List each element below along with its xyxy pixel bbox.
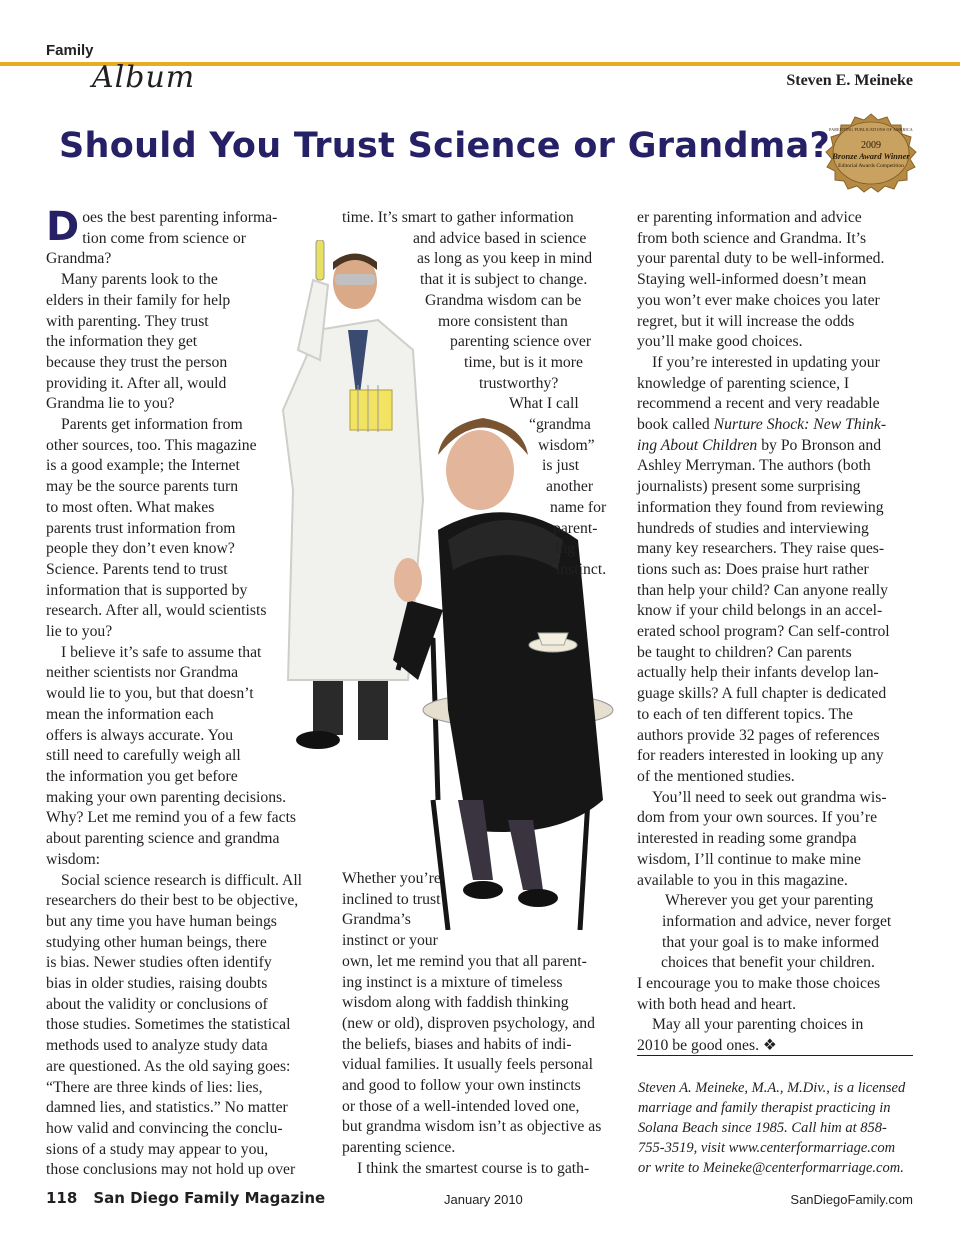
text-line: If you’re interested in updating your xyxy=(652,353,880,371)
text-line: tions such as: Does praise hurt rather xyxy=(637,560,869,578)
text-line: parenting science over xyxy=(450,333,592,351)
text-line: information that is supported by xyxy=(46,581,248,599)
text-line: “grandma xyxy=(529,416,591,434)
text-line: may be the source parents turn xyxy=(46,478,239,496)
author-byline: Steven E. Meineke xyxy=(786,72,913,89)
text-line: the beliefs, biases and habits of indi- xyxy=(342,1035,572,1053)
text-line: offers is always accurate. You xyxy=(46,726,234,744)
text-line: how valid and convincing the conclu- xyxy=(46,1119,283,1137)
text-line: “There are three kinds of lies: lies, xyxy=(46,1078,263,1096)
signature-divider xyxy=(637,1055,913,1056)
text-line xyxy=(637,415,917,436)
text-line: wisdom” xyxy=(538,436,595,454)
text-line: parents trust information from xyxy=(46,519,236,537)
text-line: guage skills? A full chapter is dedicated xyxy=(637,685,887,703)
text-line: Grandma? xyxy=(46,250,112,268)
text-line: Wherever you get your parenting xyxy=(665,892,874,910)
text-line: Social science research is difficult. All xyxy=(61,871,303,889)
badge-year: 2009 xyxy=(861,140,881,151)
text-line: and advice based in science xyxy=(413,229,587,247)
text-line: from both science and Grandma. It’s xyxy=(637,229,867,247)
article-column-2-bottom xyxy=(342,869,618,1180)
text-line: as long as you keep in mind xyxy=(417,250,593,268)
footer-left xyxy=(46,1189,325,1207)
text-line: but grandma wisdom isn’t as objective as xyxy=(342,1118,602,1136)
text-line: I encourage you to make those choices xyxy=(637,975,881,993)
text-line: and good to follow your own instincts xyxy=(342,1077,581,1095)
text-span: by Po Bronson and xyxy=(757,436,882,454)
text-line: still need to carefully weigh all xyxy=(46,747,241,765)
text-line: to each of ten different topics. The xyxy=(637,705,853,723)
text-line: You’ll need to seek out grandma wis- xyxy=(652,788,887,806)
text-line: hundreds of studies and interviewing xyxy=(637,519,869,537)
text-line: with parenting. They trust xyxy=(46,312,209,330)
text-line: journalists) present some surprising xyxy=(637,478,861,496)
text-line: Grandma lie to you? xyxy=(46,395,175,413)
website-link[interactable]: SanDiegoFamily.com xyxy=(790,1192,913,1207)
text-line: 2010 be good ones. ❖ xyxy=(637,1037,777,1055)
badge-award: Bronze Award Winner xyxy=(832,151,910,161)
text-line: interested in reading some grandpa xyxy=(637,830,857,848)
text-line: information and advice, never forget xyxy=(662,912,892,930)
article-column-2-top xyxy=(342,208,618,581)
article-column-3 xyxy=(637,208,917,1057)
dropcap: D xyxy=(46,204,80,250)
text-line: or those of a well-intended loved one, xyxy=(342,1097,580,1115)
text-line: another xyxy=(546,478,594,496)
text-line: choices that benefit your children. xyxy=(661,954,875,972)
text-line: name for xyxy=(550,498,607,516)
text-line: sions of a study may appear to you, xyxy=(46,1140,269,1158)
text-line: available to you in this magazine. xyxy=(637,871,848,889)
text-line: would lie to you, but that doesn’t xyxy=(46,685,254,703)
text-line: trustworthy? xyxy=(479,374,559,392)
text-line: damned lies, and statistics.” No matter xyxy=(46,1099,288,1117)
badge-org: PARENTING PUBLICATIONS OF AMERICA xyxy=(829,127,913,132)
text-line: that it is subject to change. xyxy=(420,271,588,289)
bio-line: Solana Beach since 1985. Call him at 858- xyxy=(638,1120,887,1136)
album-logo: Album xyxy=(92,60,196,95)
text-line: lie to you? xyxy=(46,623,113,641)
magazine-name: San Diego Family Magazine xyxy=(93,1189,326,1207)
text-line: What I call xyxy=(509,395,579,413)
text-line: erated school program? Can self-control xyxy=(637,623,890,641)
text-line: oes the best parenting informa- xyxy=(82,209,278,226)
text-line: knowledge of parenting science, I xyxy=(637,374,850,392)
text-line: more consistent than xyxy=(438,312,568,330)
text-line: the information you get before xyxy=(46,767,238,785)
text-line: elders in their family for help xyxy=(46,291,231,309)
text-line: wisdom: xyxy=(46,850,101,868)
text-line: inclined to trust xyxy=(342,890,441,908)
text-line: er parenting information and advice xyxy=(637,209,862,226)
text-line: studying other human beings, there xyxy=(46,933,267,951)
text-line: May all your parenting choices in xyxy=(652,1016,864,1034)
text-line: to most often. What makes xyxy=(46,498,215,516)
text-line: information they found from reviewing xyxy=(637,498,884,516)
text-line: Grandma wisdom can be xyxy=(425,291,582,309)
text-line: those studies. Sometimes the statistical xyxy=(46,1016,291,1034)
text-line: researchers do their best to be objective, xyxy=(46,892,299,910)
text-line: Whether you’re xyxy=(342,870,441,887)
text-line: bias in older studies, raising doubts xyxy=(46,975,268,993)
text-line: other sources, too. This magazine xyxy=(46,436,257,454)
text-line: ing instinct is a mixture of timeless xyxy=(342,973,563,991)
bio-line: marriage and family therapist practicing in xyxy=(638,1100,891,1116)
text-line: wisdom along with faddish thinking xyxy=(342,994,569,1012)
text-line: that your goal is to make informed xyxy=(662,933,879,951)
text-line: methods used to analyze study data xyxy=(46,1037,268,1055)
text-line: providing it. After all, would xyxy=(46,374,227,392)
text-line: authors provide 32 pages of references xyxy=(637,726,880,744)
text-line: I believe it’s safe to assume that xyxy=(61,643,262,661)
book-title: Nurture Shock: New Think- xyxy=(713,416,887,434)
text-line: Parents get information from xyxy=(61,416,243,434)
text-line: about parenting science and grandma xyxy=(46,830,280,848)
text-line: parent- xyxy=(553,519,598,537)
text-line: Grandma’s xyxy=(342,911,411,929)
bio-line: or write to Meineke@centerformarriage.com. xyxy=(638,1160,904,1176)
text-line: I think the smartest course is to gath- xyxy=(357,1159,590,1177)
text-line: be taught to children? Can parents xyxy=(637,643,852,661)
author-bio xyxy=(638,1078,916,1178)
page-number: 118 xyxy=(46,1189,78,1207)
text-line: time. It’s smart to gather information xyxy=(342,209,574,226)
text-line: instinct or your xyxy=(342,932,438,950)
text-line: mean the information each xyxy=(46,705,214,723)
text-line: the information they get xyxy=(46,333,198,351)
text-line: is bias. Newer studies often identify xyxy=(46,954,272,972)
text-line: recommend a recent and very readable xyxy=(637,395,880,413)
text-line: those conclusions may not hold up over xyxy=(46,1161,296,1179)
text-line: instinct. xyxy=(556,560,607,578)
text-line: you’ll make good choices. xyxy=(637,333,803,351)
text-line: research. After all, would scientists xyxy=(46,602,267,620)
text-line: people they don’t even know? xyxy=(46,540,235,558)
book-title: ing About Children xyxy=(637,436,758,454)
text-line: time, but is it more xyxy=(464,353,583,371)
text-line: (new or old), disproven psychology, and xyxy=(342,1014,595,1032)
text-line: than help your child? Can anyone really xyxy=(637,581,888,599)
badge-category: Editorial Awards Competition xyxy=(838,163,904,169)
text-line: Why? Let me remind you of a few facts xyxy=(46,809,297,827)
text-line: actually help their infants develop lan- xyxy=(637,664,879,682)
text-line: Science. Parents tend to trust xyxy=(46,560,228,578)
text-line: your parental duty to be well-informed. xyxy=(637,250,885,268)
text-line: but any time you have human beings xyxy=(46,912,277,930)
issue-date: January 2010 xyxy=(444,1192,523,1207)
text-line: Staying well-informed doesn’t mean xyxy=(637,271,867,289)
text-line: tion come from science or xyxy=(82,229,246,247)
text-line: making your own parenting decisions. xyxy=(46,788,287,806)
text-line: dom from your own sources. If you’re xyxy=(637,809,878,827)
text-line: about the validity or conclusions of xyxy=(46,995,268,1013)
text-line: parenting science. xyxy=(342,1139,456,1157)
text-line: you won’t ever make choices you later xyxy=(637,291,880,309)
text-line: of the mentioned studies. xyxy=(637,767,795,785)
text-line: for readers interested in looking up any xyxy=(637,747,884,765)
section-label: Family xyxy=(46,42,94,59)
text-span: book called xyxy=(637,416,714,434)
text-line: neither scientists nor Grandma xyxy=(46,664,239,682)
text-line: because they trust the person xyxy=(46,353,228,371)
text-line: with both head and heart. xyxy=(637,995,797,1013)
text-line: regret, but it will increase the odds xyxy=(637,312,855,330)
text-line: many key researchers. They raise ques- xyxy=(637,540,885,558)
article-headline: Should You Trust Science or Grandma? xyxy=(59,126,831,166)
bio-line: 755-3519, visit www.centerformarriage.com xyxy=(638,1140,896,1156)
text-line: Ashley Merryman. The authors (both xyxy=(637,457,871,475)
text-line: is a good example; the Internet xyxy=(46,457,240,475)
article-column-1 xyxy=(46,204,326,1181)
award-badge xyxy=(820,112,922,194)
text-line: are questioned. As the old saying goes: xyxy=(46,1057,291,1075)
text-line: ing xyxy=(555,540,576,558)
text-line: vidual families. It usually feels personal xyxy=(342,1056,593,1074)
bio-line: Steven A. Meineke, M.A., M.Div., is a licensed xyxy=(638,1080,906,1096)
text-line xyxy=(637,436,917,457)
text-line: own, let me remind you that all parent- xyxy=(342,952,587,970)
text-line: is just xyxy=(542,457,580,475)
text-line: Many parents look to the xyxy=(61,271,218,289)
text-line: wisdom, I’ll continue to make mine xyxy=(637,850,861,868)
text-line: know if your child belongs in an accel- xyxy=(637,602,883,620)
